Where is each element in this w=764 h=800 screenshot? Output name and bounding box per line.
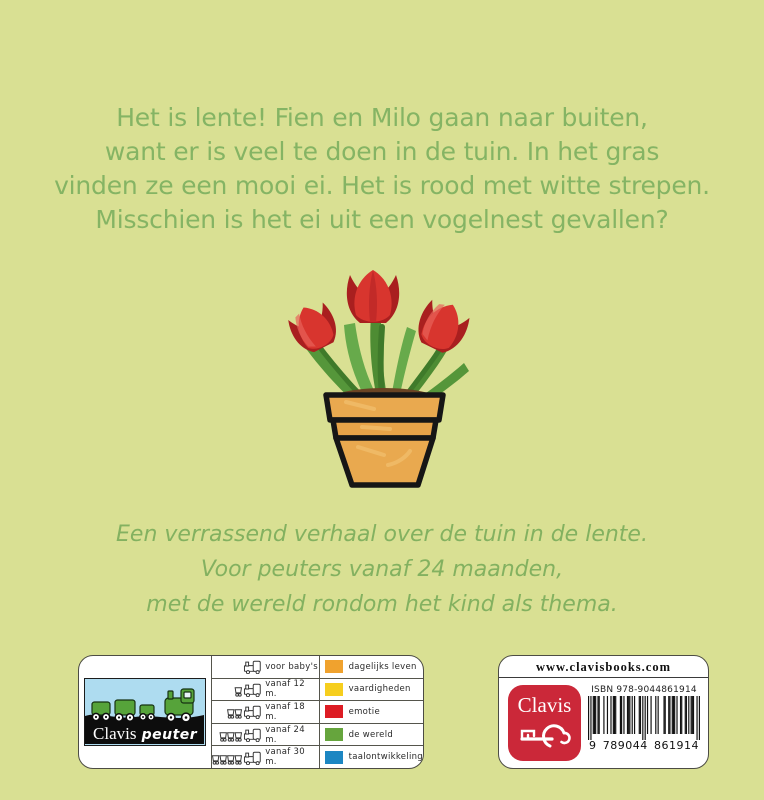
theme-color-swatch xyxy=(325,728,343,741)
series-info-box xyxy=(78,655,424,769)
theme-row xyxy=(320,679,423,702)
age-row xyxy=(212,724,318,747)
age-legend xyxy=(212,656,319,768)
theme-label: dagelijks leven xyxy=(348,661,417,672)
theme-label: emotie xyxy=(348,706,380,717)
clavis-peuter-logo-cell xyxy=(79,656,212,768)
blurb-line: Het is lente! Fien en Milo gaan naar buiten, xyxy=(116,103,648,132)
clavis-publisher-logo xyxy=(508,685,581,761)
barcode xyxy=(588,696,700,740)
theme-label: taalontwikkeling xyxy=(348,752,423,763)
blurb-line: vinden ze een mooi ei. Het is rood met witte strepen. xyxy=(54,171,710,200)
isbn-label: ISBN 978-9044861914 xyxy=(591,685,697,695)
publisher-box xyxy=(498,655,709,769)
tagline-line: met de wereld rondom het kind als thema. xyxy=(146,592,618,617)
theme-legend xyxy=(320,656,423,768)
theme-color-swatch xyxy=(325,705,343,718)
age-label: vanaf 12 m. xyxy=(265,679,305,700)
blurb-line: want er is veel te doen in de tuin. In het gras xyxy=(104,137,660,166)
theme-label: vaardigheden xyxy=(348,684,411,695)
age-row xyxy=(212,679,318,702)
age-row xyxy=(212,656,318,679)
clavis-peuter-logo-text xyxy=(85,724,205,744)
tagline-text xyxy=(0,517,764,622)
theme-row xyxy=(320,746,423,768)
age-label: vanaf 30 m. xyxy=(265,747,305,768)
blurb-line: Misschien is het ei uit een vogelnest gevallen? xyxy=(95,205,669,234)
train-icon xyxy=(212,704,262,719)
key-icon xyxy=(516,720,574,752)
tulip-pot-illustration xyxy=(266,257,502,499)
age-row xyxy=(212,701,318,724)
ean-lead: 9 xyxy=(589,739,597,752)
age-label: vanaf 24 m. xyxy=(265,724,305,745)
train-icon xyxy=(212,682,262,697)
theme-color-swatch xyxy=(325,683,343,696)
clavis-peuter-logo xyxy=(84,678,206,746)
tagline-line: Een verrassend verhaal over de tuin in de lente. xyxy=(116,522,648,547)
publisher-content xyxy=(499,678,708,761)
theme-row xyxy=(320,724,423,747)
age-label: vanaf 18 m. xyxy=(265,701,305,722)
theme-label: de wereld xyxy=(348,729,394,740)
barcode-block xyxy=(588,685,700,761)
train-icon xyxy=(212,727,262,742)
train-icon xyxy=(212,750,262,765)
tagline-line: Voor peuters vanaf 24 maanden, xyxy=(200,557,564,582)
publisher-name: Clavis xyxy=(517,693,572,717)
theme-color-swatch xyxy=(325,751,343,764)
website-url: www.clavisbooks.com xyxy=(499,656,708,678)
ean-group2: 861914 xyxy=(654,739,699,752)
brand-name: Clavis xyxy=(93,724,137,743)
theme-color-swatch xyxy=(325,660,343,673)
ean-digits xyxy=(588,739,700,752)
age-row xyxy=(212,746,318,768)
ean-group1: 789044 xyxy=(602,739,648,752)
age-label: voor baby's xyxy=(265,661,318,672)
blurb-text xyxy=(0,101,764,237)
series-name: peuter xyxy=(141,727,198,743)
theme-row xyxy=(320,656,423,679)
train-icon xyxy=(212,659,262,674)
theme-row xyxy=(320,701,423,724)
